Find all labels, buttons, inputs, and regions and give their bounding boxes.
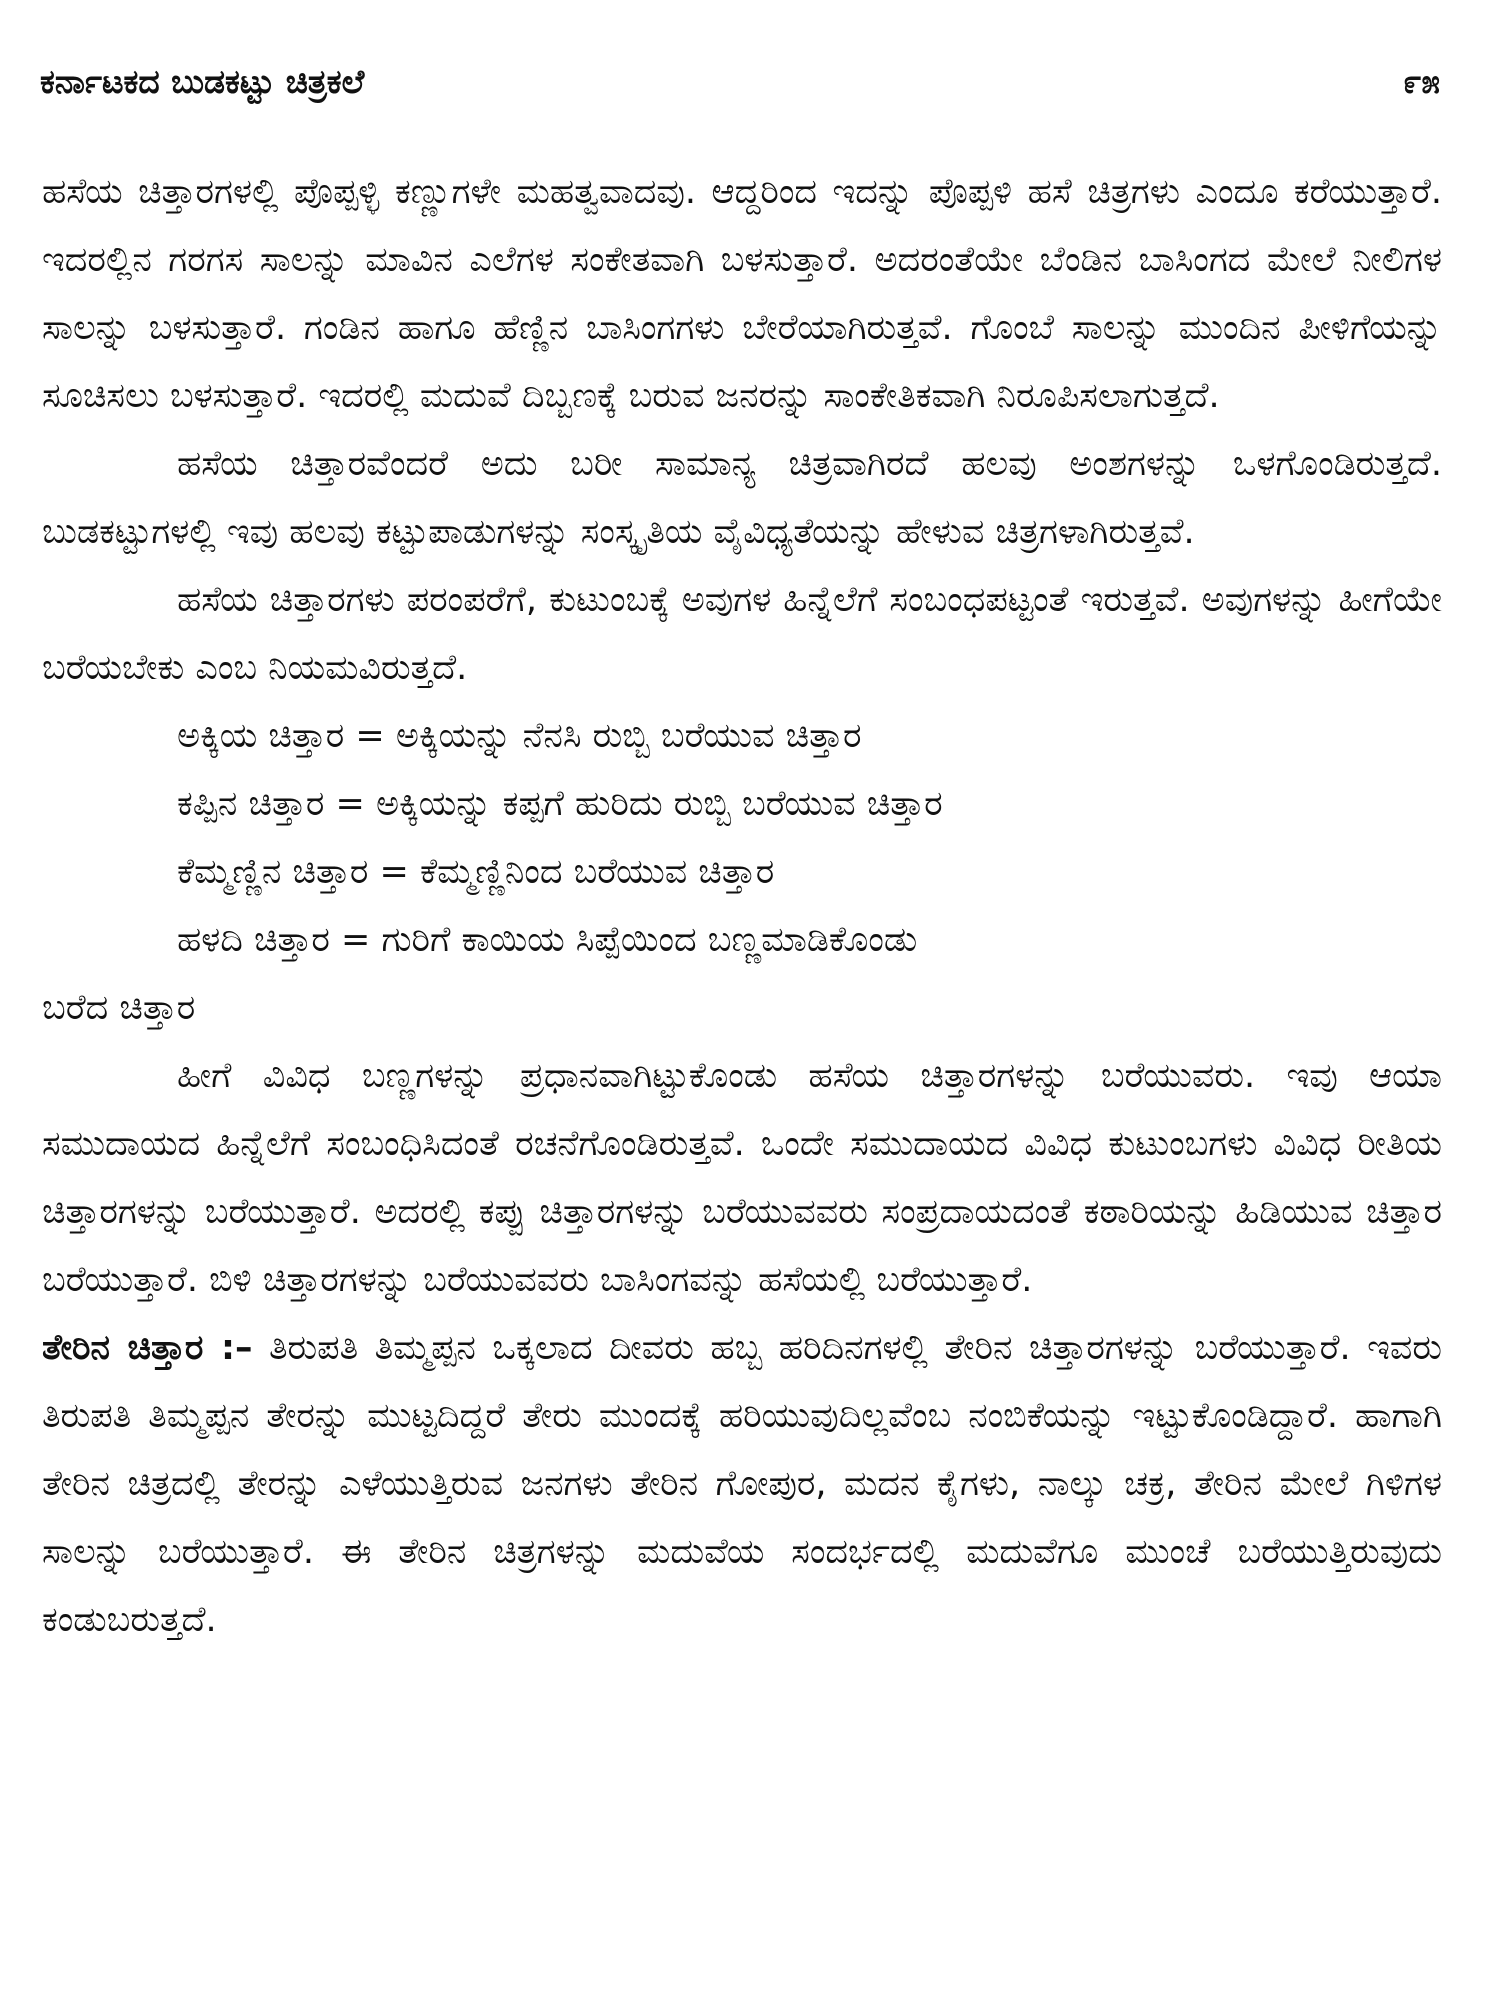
list-item: ಕೆಮ್ಮಣ್ಣಿನ ಚಿತ್ತಾರ = ಕೆಮ್ಮಣ್ಣಿನಿಂದ ಬರೆಯುವ ಚಿತ್ತಾರ bbox=[177, 852, 775, 892]
list-item: ಹಳದಿ ಚಿತ್ತಾರ = ಗುರಿಗೆ ಕಾಯಿಯ ಸಿಪ್ಪೆಯಿಂದ ಬಣ್ಣಮಾಡಿಕೊಂಡು bbox=[177, 920, 918, 960]
list-item: ಕಪ್ಪಿನ ಚಿತ್ತಾರ = ಅಕ್ಕಿಯನ್ನು ಕಪ್ಪಗೆ ಹುರಿದು ರುಬ್ಬಿ ಬರೆಯುವ ಚಿತ್ತಾರ bbox=[177, 784, 943, 824]
page-number: ೯೫ bbox=[1403, 62, 1440, 101]
section-text: ತಿರುಪತಿ ತಿಮ್ಮಪ್ಪನ ಒಕ್ಕಲಾದ ದೀವರು ಹಬ್ಬ ಹರಿದಿನಗಳಲ್ಲಿ ತೇರಿನ ಚಿತ್ತಾರಗಳನ್ನು ಬರೆಯುತ್ತಾರೆ. ಇವರು ತಿರುಪತಿ ತಿಮ್ಮಪ್ಪನ ತೇರನ್ನು ಮುಟ್ಟದಿದ್ದರೆ ತೇರು ಮುಂದಕ್ಕೆ ಹರಿಯುವುದಿಲ್ಲವೆಂಬ ನಂಬಿಕೆಯನ್ನು ಇಟ್ಟುಕೊಂಡಿದ್ದಾರೆ. ಹಾಗಾಗಿ ತೇರಿನ ಚಿತ್ರದಲ್ಲಿ ತೇರನ್ನು ಎಳೆಯುತ್ತಿರುವ ಜನಗಳು ತೇರಿನ ಗೋಪುರ, ಮದನ ಕೈಗಳು, ನಾಲ್ಕು ಚಕ್ರ, ತೇರಿನ ಮೇಲೆ ಗಿಳಿಗಳ ಸಾಲನ್ನು ಬರೆಯುತ್ತಾರೆ. ಈ ತೇರಿನ ಚಿತ್ರಗಳನ್ನು ಮದುವೆಯ ಸಂದರ್ಭದಲ್ಲಿ ಮದುವೆಗೂ ಮುಂಚೆ ಬರೆಯುತ್ತಿರುವುದು ಕಂಡುಬರುತ್ತದೆ. bbox=[42, 1328, 1442, 1640]
colour-list bbox=[42, 702, 1442, 1042]
list-item-continuation: ಬರೆದ ಚಿತ್ತಾರ bbox=[42, 988, 196, 1028]
running-head bbox=[40, 62, 1440, 112]
paragraph-2: ಹಸೆಯ ಚಿತ್ತಾರವೆಂದರೆ ಅದು ಬರೀ ಸಾಮಾನ್ಯ ಚಿತ್ರವಾಗಿರದೆ ಹಲವು ಅಂಶಗಳನ್ನು ಒಳಗೊಂಡಿರುತ್ತದೆ. ಬುಡಕಟ್ಟುಗಳಲ್ಲಿ ಇವು ಹಲವು ಕಟ್ಟುಪಾಡುಗಳನ್ನು ಸಂಸ್ಕೃತಿಯ ವೈವಿಧ್ಯತೆಯನ್ನು ಹೇಳುವ ಚಿತ್ರಗಳಾಗಿರುತ್ತವೆ. bbox=[42, 444, 1442, 552]
section-heading: ತೇರಿನ ಚಿತ್ತಾರ :– bbox=[42, 1328, 253, 1368]
list-item: ಅಕ್ಕಿಯ ಚಿತ್ತಾರ = ಅಕ್ಕಿಯನ್ನು ನೆನಸಿ ರುಬ್ಬಿ ಬರೆಯುವ ಚಿತ್ತಾರ bbox=[177, 716, 862, 756]
paragraph-1: ಹಸೆಯ ಚಿತ್ತಾರಗಳಲ್ಲಿ ಪೊಪ್ಪಳ್ಳಿ ಕಣ್ಣುಗಳೇ ಮಹತ್ವವಾದವು. ಆದ್ದರಿಂದ ಇದನ್ನು ಪೊಪ್ಪಳಿ ಹಸೆ ಚಿತ್ರಗಳು ಎಂದೂ ಕರೆಯುತ್ತಾರೆ. ಇದರಲ್ಲಿನ ಗರಗಸ ಸಾಲನ್ನು ಮಾವಿನ ಎಲೆಗಳ ಸಂಕೇತವಾಗಿ ಬಳಸುತ್ತಾರೆ. ಅದರಂತೆಯೇ ಬೆಂಡಿನ ಬಾಸಿಂಗದ ಮೇಲೆ ನೀಲಿಗಳ ಸಾಲನ್ನು ಬಳಸುತ್ತಾರೆ. ಗಂಡಿನ ಹಾಗೂ ಹೆಣ್ಣಿನ ಬಾಸಿಂಗಗಳು ಬೇರೆಯಾಗಿರುತ್ತವೆ. ಗೊಂಬೆ ಸಾಲನ್ನು ಮುಂದಿನ ಪೀಳಿಗೆಯನ್ನು ಸೂಚಿಸಲು ಬಳಸುತ್ತಾರೆ. ಇದರಲ್ಲಿ ಮದುವೆ ದಿಬ್ಬಣಕ್ಕೆ ಬರುವ ಜನರನ್ನು ಸಾಂಕೇತಿಕವಾಗಿ ನಿರೂಪಿಸಲಾಗುತ್ತದೆ. bbox=[42, 172, 1442, 416]
running-title: ಕರ್ನಾಟಕದ ಬುಡಕಟ್ಟು ಚಿತ್ರಕಲೆ bbox=[40, 62, 365, 101]
paragraph-4: ಹೀಗೆ ವಿವಿಧ ಬಣ್ಣಗಳನ್ನು ಪ್ರಧಾನವಾಗಿಟ್ಟುಕೊಂಡು ಹಸೆಯ ಚಿತ್ತಾರಗಳನ್ನು ಬರೆಯುವರು. ಇವು ಆಯಾ ಸಮುದಾಯದ ಹಿನ್ನೆಲೆಗೆ ಸಂಬಂಧಿಸಿದಂತೆ ರಚನೆಗೊಂಡಿರುತ್ತವೆ. ಒಂದೇ ಸಮುದಾಯದ ವಿವಿಧ ಕುಟುಂಬಗಳು ವಿವಿಧ ರೀತಿಯ ಚಿತ್ತಾರಗಳನ್ನು ಬರೆಯುತ್ತಾರೆ. ಅದರಲ್ಲಿ ಕಪ್ಪು ಚಿತ್ತಾರಗಳನ್ನು ಬರೆಯುವವರು ಸಂಪ್ರದಾಯದಂತೆ ಕಠಾರಿಯನ್ನು ಹಿಡಿಯುವ ಚಿತ್ತಾರ ಬರೆಯುತ್ತಾರೆ. ಬಿಳಿ ಚಿತ್ತಾರಗಳನ್ನು ಬರೆಯುವವರು ಬಾಸಿಂಗವನ್ನು ಹಸೆಯಲ್ಲಿ ಬರೆಯುತ್ತಾರೆ. bbox=[42, 1056, 1443, 1300]
section-paragraph bbox=[42, 1314, 1442, 1654]
paragraph-3: ಹಸೆಯ ಚಿತ್ತಾರಗಳು ಪರಂಪರೆಗೆ, ಕುಟುಂಬಕ್ಕೆ ಅವುಗಳ ಹಿನ್ನೆಲೆಗೆ ಸಂಬಂಧಪಟ್ಟಂತೆ ಇರುತ್ತವೆ. ಅವುಗಳನ್ನು ಹೀಗೆಯೇ ಬರೆಯಬೇಕು ಎಂಬ ನಿಯಮವಿರುತ್ತದೆ. bbox=[42, 580, 1442, 688]
body-text bbox=[42, 158, 1442, 1654]
